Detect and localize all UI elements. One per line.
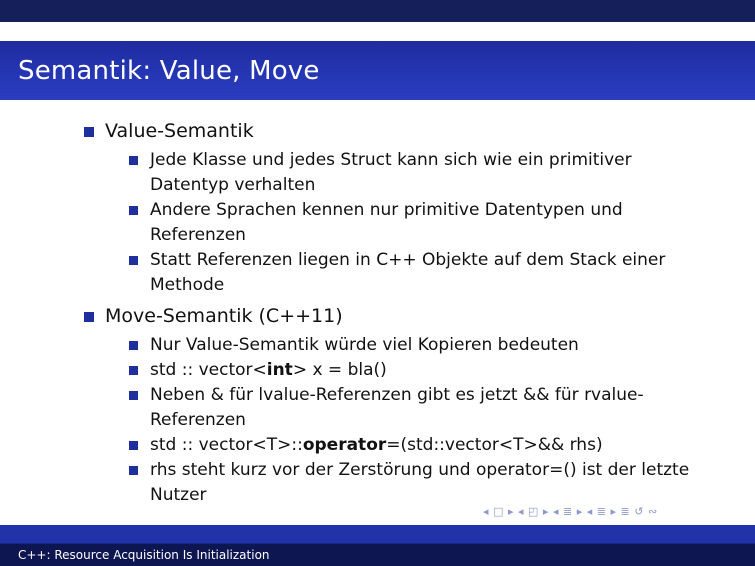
code-text-post: > x = bla() <box>292 360 387 380</box>
nav-back-icon[interactable]: ↺ <box>634 505 644 518</box>
list-item <box>150 248 710 298</box>
nav-frame-icon[interactable]: □ <box>493 505 504 518</box>
square-bullet-icon <box>129 466 138 475</box>
nav-right-arrow-icon[interactable]: ▸ <box>542 505 549 518</box>
code-keyword: operator <box>302 435 387 455</box>
section-heading: Move-Semantik (C++11) <box>105 305 343 327</box>
list-item <box>150 458 710 508</box>
square-bullet-icon <box>129 441 138 450</box>
slide-title: Semantik: Value, Move <box>18 56 320 86</box>
nav-left-arrow-icon[interactable]: ◂ <box>586 505 593 518</box>
nav-outline-icon[interactable]: ≣ <box>620 505 630 518</box>
nav-search-icon[interactable]: ∾ <box>647 505 658 518</box>
list-item-code <box>150 358 710 383</box>
square-bullet-icon <box>129 366 138 375</box>
square-bullet-icon <box>129 341 138 350</box>
list-item <box>150 383 710 433</box>
nav-right-arrow-icon[interactable]: ▸ <box>576 505 583 518</box>
nav-left-arrow-icon[interactable]: ◂ <box>552 505 559 518</box>
footer-text: C++: Resource Acquisition Is Initialization <box>18 548 270 562</box>
list-item <box>150 333 710 358</box>
beamer-navigation[interactable] <box>483 505 753 523</box>
square-bullet-icon <box>129 256 138 265</box>
slide-content <box>0 118 755 508</box>
top-band <box>0 0 755 22</box>
code-text-post: =(std::vector<T>&& rhs) <box>386 435 603 455</box>
section-value-semantik <box>105 118 755 144</box>
nav-left-arrow-icon[interactable]: ◂ <box>483 505 489 518</box>
nav-subsection-icon[interactable]: ◰ <box>528 505 539 518</box>
nav-right-arrow-icon[interactable]: ▸ <box>507 505 514 518</box>
square-bullet-icon <box>84 312 94 322</box>
list-item <box>150 148 710 198</box>
list-item-code <box>150 433 710 458</box>
list-item-text: Neben & für lvalue-Referenzen gibt es jetzt && für rvalue-Referenzen <box>150 385 644 430</box>
square-bullet-icon <box>129 206 138 215</box>
code-text-pre: std :: vector<T>:: <box>150 435 303 455</box>
list-item-text: rhs steht kurz vor der Zerstörung und operator=() ist der letzte Nutzer <box>150 460 690 505</box>
section-heading: Value-Semantik <box>105 120 254 142</box>
square-bullet-icon <box>129 156 138 165</box>
nav-document-icon[interactable]: ≣ <box>596 505 606 518</box>
list-item <box>150 198 710 248</box>
code-text-pre: std :: vector< <box>150 360 267 380</box>
nav-right-arrow-icon[interactable]: ▸ <box>610 505 616 518</box>
list-item-text: Jede Klasse und jedes Struct kann sich wie ein primitiver Datentyp verhalten <box>150 150 632 195</box>
nav-left-arrow-icon[interactable]: ◂ <box>517 505 524 518</box>
list-item-text: Nur Value-Semantik würde viel Kopieren bedeuten <box>150 335 579 355</box>
square-bullet-icon <box>84 127 94 137</box>
code-keyword: int <box>266 360 293 380</box>
section-move-semantik <box>105 303 755 329</box>
nav-section-icon[interactable]: ≣ <box>562 505 573 518</box>
square-bullet-icon <box>129 391 138 400</box>
list-item-text: Andere Sprachen kennen nur primitive Datentypen und Referenzen <box>150 200 623 245</box>
list-item-text: Statt Referenzen liegen in C++ Objekte auf dem Stack einer Methode <box>150 250 666 295</box>
